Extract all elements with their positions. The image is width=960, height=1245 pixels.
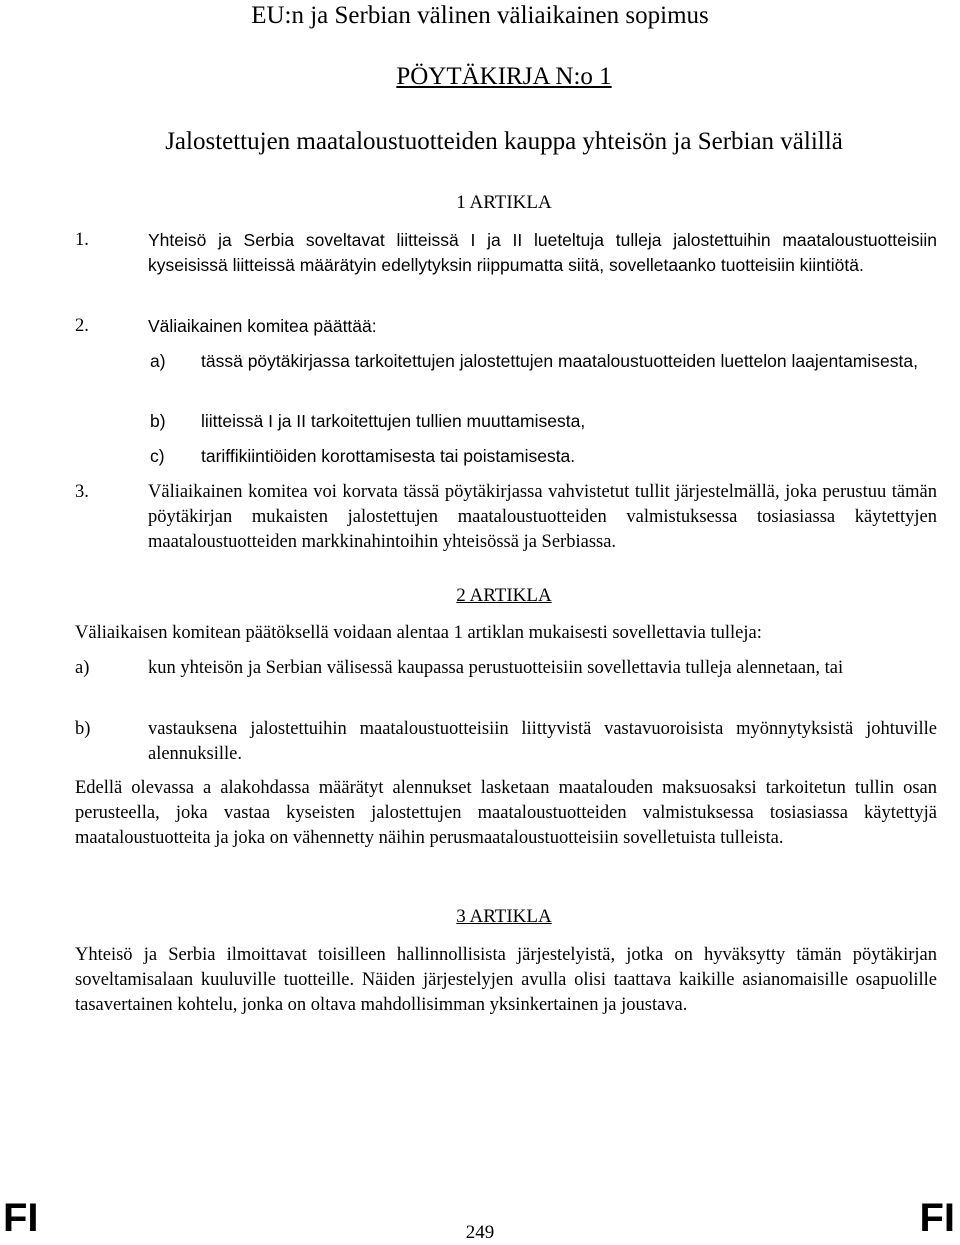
article-1-item-c-text: tariffikiintiöiden korottamisesta tai poistamisesta.: [201, 446, 576, 466]
page-number: 249: [465, 1222, 495, 1243]
article-1-item-c-label: c): [150, 446, 165, 466]
document-title: EU:n ja Serbian välinen väliaikainen sopimus: [251, 2, 709, 29]
article-3-heading: 3 ARTIKLA: [456, 906, 552, 927]
article-1-item-a-text: tässä pöytäkirjassa tarkoitettujen jalostettujen maataloustuotteiden luettelon laajentamisesta,: [201, 351, 918, 371]
article-2-item-a-label: a): [75, 658, 90, 678]
protocol-subtitle: Jalostettujen maataloustuotteiden kauppa yhteisön ja Serbian välillä: [165, 128, 843, 155]
article-2-intro: Väliaikaisen komitean päätöksellä voidaan alentaa 1 artiklan mukaisesti sovellettavia tulleja:: [75, 623, 762, 643]
article-2-item-a-text: kun yhteisön ja Serbian välisessä kaupassa perustuotteisiin sovellettavia tulleja alennetaan, tai: [148, 658, 844, 678]
article-2-closing-paragraph: Edellä olevassa a alakohdassa määrätyt alennukset lasketaan maatalouden maksuosaksi tarkoitetun tullin osan perusteella, joka vastaa kyseisten jalostettujen maataloustuotteiden valmistuksessa tosiasiassa käytettyjä maataloustuotteita ja joka on vähennetty näihin perusmaataloustuotteisiin sovelletuista tulleista.: [75, 778, 937, 848]
article-3-paragraph: Yhteisö ja Serbia ilmoittavat toisilleen hallinnollisista järjestelyistä, jotka on hyväksytty tämän pöytäkirjan soveltamisalaan kuuluville tuotteille. Näiden järjestelyjen avulla olisi taattava kaikille asianomaisille osapuolille tasavertainen kohtelu, jonka on oltava mahdollisimman yksinkertainen ja joustava.: [75, 945, 937, 1015]
footer-language-code-left: FI: [3, 1196, 39, 1240]
article-1-paragraph-3: Väliaikainen komitea voi korvata tässä pöytäkirjassa vahvistetut tullit järjestelmällä, joka perustuu tämän pöytäkirjan mukaisten jalostettujen maataloustuotteiden valmistuksessa tosiasiassa käytettyjen maataloustuotteiden markkinahintoihin yhteisössä ja Serbiassa.: [148, 482, 937, 552]
article-1-paragraph-2: Väliaikainen komitea päättää:: [148, 316, 377, 336]
article-1-paragraph-1: Yhteisö ja Serbia soveltavat liitteissä I ja II lueteltuja tulleja jalostettuihin maataloustuotteisiin kyseisissä liitteissä määrätyin edellytyksin riippumatta siitä, sovelletaanko tuotteisiin kiintiötä.: [148, 230, 937, 275]
article-2-heading: 2 ARTIKLA: [456, 585, 552, 606]
article-1-item-b-text: liitteissä I ja II tarkoitettujen tullien muuttamisesta,: [201, 411, 586, 431]
article-1-item-a-label: a): [150, 351, 166, 371]
footer-language-code-right: FI: [919, 1196, 955, 1240]
article-1-item-b-label: b): [150, 411, 166, 431]
article-2-item-b-label: b): [75, 719, 91, 739]
article-1-paragraph-2-number: 2.: [75, 316, 89, 336]
article-1-paragraph-3-number: 3.: [75, 482, 89, 502]
article-2-item-b-text: vastauksena jalostettuihin maataloustuotteisiin liittyvistä vastavuoroisista myönnytyksistä johtuville alennuksille.: [148, 719, 937, 764]
article-1-paragraph-1-number: 1.: [75, 230, 89, 250]
protocol-heading: PÖYTÄKIRJA N:o 1: [396, 63, 612, 90]
article-1-heading: 1 ARTIKLA: [456, 192, 552, 213]
